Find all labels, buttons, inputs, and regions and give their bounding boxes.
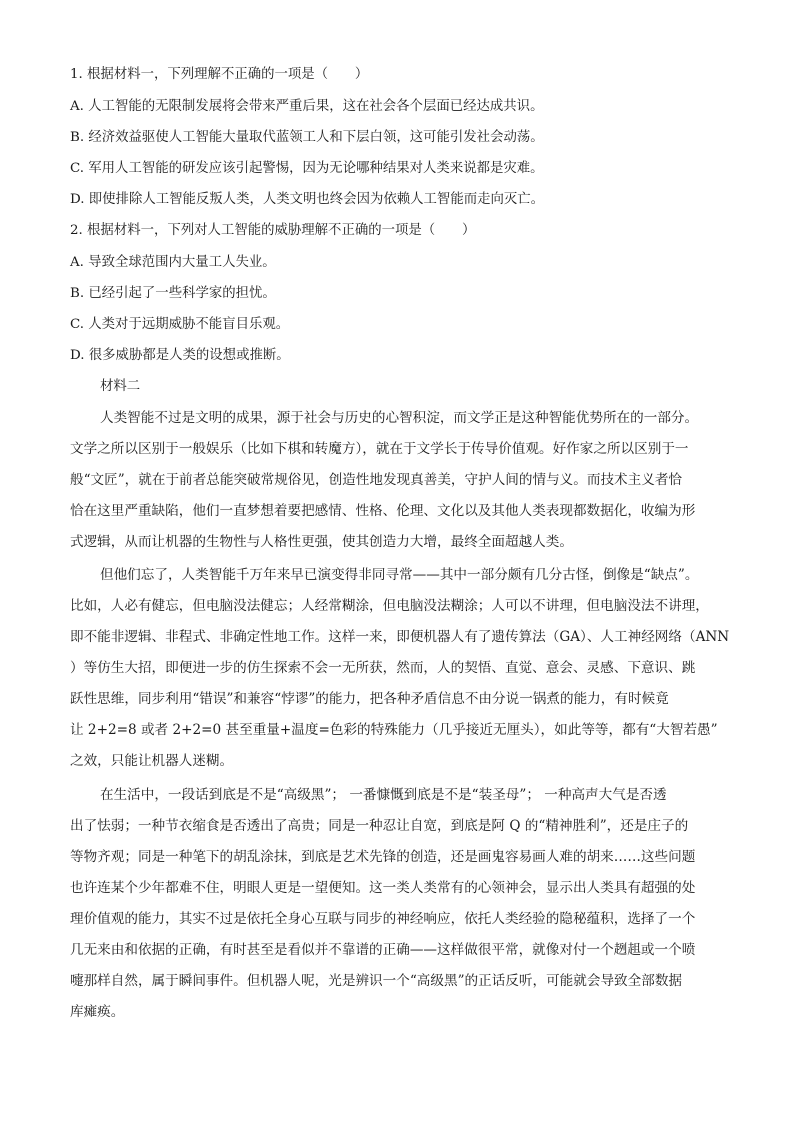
- question-2-option-d: D. 很多威胁都是人类的设想或推断。: [70, 348, 290, 363]
- paragraph-line: 比如，人必有健忘，但电脑没法健忘；人经常糊涂，但电脑没法糊涂；人可以不讲理，但电脑没法不讲理，: [70, 598, 709, 614]
- material-paragraph-1: [70, 408, 730, 563]
- paragraph-line: 文学之所以区别于一般娱乐（比如下棋和转魔方），就在于文学长于传导价值观。好作家之所以区别于一: [70, 441, 689, 457]
- paragraph-line: ）等仿生大招，即便进一步的仿生探索不会一无所获，然而，人的契悟、直觉、意会、灵感、下意识、跳: [70, 660, 696, 676]
- paragraph-line: 即不能非逻辑、非程式、非确定性地工作。这样一来，即便机器人有了遗传算法（GA）、人工神经网络（ANN: [70, 629, 730, 645]
- paragraph-line: 也许连某个少年都难不住，明眼人更是一望便知。这一类人类常有的心领神会，显示出人类具有超强的处: [70, 880, 696, 896]
- question-2-stem: 2. 根据材料一，下列对人工智能的威胁理解不正确的一项是（ ）: [70, 223, 476, 238]
- material-title: 材料二: [100, 379, 141, 394]
- paragraph-line: 几无来由和依据的正确，有时甚至是看似并不靠谱的正确——这样做很平常，就像对付一个趔趄或一个喷: [70, 942, 696, 958]
- paragraph-line: 等物齐观；同是一种笔下的胡乱涂抹，到底是艺术先锋的创造，还是画鬼容易画人难的胡来……这些问题: [70, 849, 696, 865]
- paragraph-line: 人类智能不过是文明的成果，源于社会与历史的心智积淀，而文学正是这种智能优势所在的一部分。: [100, 410, 699, 426]
- question-1-option-a: A. 人工智能的无限制发展将会带来严重后果，这在社会各个层面已经达成共识。: [70, 99, 544, 114]
- question-2-option-b: B. 已经引起了一些科学家的担忧。: [70, 286, 276, 301]
- paragraph-line: 嚏那样自然，属于瞬间事件。但机器人呢，光是辨识一个“高级黑”的正话反听，可能就会导致全部数据: [70, 973, 683, 989]
- question-1-option-c: C. 军用人工智能的研发应该引起警惕，因为无论哪种结果对人类来说都是灾难。: [70, 161, 544, 176]
- question-1-stem: 1. 根据材料一，下列理解不正确的一项是（ ）: [70, 67, 369, 82]
- paragraph-line: 跃性思维，同步利用“错误”和兼容“悖谬”的能力，把各种矛盾信息不由分说一锅煮的能力，有时候竟: [70, 691, 669, 707]
- paragraph-line: 出了怯弱；一种节衣缩食是否透出了高贵；同是一种忍让自宽，到底是阿 Q 的“精神胜利”，还是庄子的: [70, 818, 689, 834]
- paragraph-line: 式逻辑，从而让机器的生物性与人格性更强，使其创造力大增，最终全面超越人类。: [70, 534, 573, 550]
- paragraph-line: 之效，只能让机器人迷糊。: [70, 753, 234, 769]
- paragraph-line: 让 2+2=8 或者 2+2=0 甚至重量+温度=色彩的特殊能力（几乎接近无厘头），如此等等，都有“大智若愚”: [70, 722, 718, 738]
- paragraph-line: 但他们忘了，人类智能千万年来早已演变得非同寻常——其中一部分颇有几分古怪，倒像是“缺点”。: [100, 567, 699, 583]
- question-2-option-a: A. 导致全球范围内大量工人失业。: [70, 255, 276, 270]
- paragraph-line: 恰在这里严重缺陷，他们一直梦想着要把感情、性格、伦理、文化以及其他人类表现都数据化，收编为形: [70, 503, 696, 519]
- question-1-option-d: D. 即使排除人工智能反叛人类，人类文明也终会因为依赖人工智能而走向灭亡。: [70, 192, 545, 207]
- paragraph-line: 在生活中，一段话到底是不是“高级黑”； 一番慷慨到底是不是“装圣母”； 一种高声大气是否透: [100, 787, 667, 803]
- paragraph-line: 般“文匠”，就在于前者总能突破常规俗见，创造性地发现真善美，守护人间的情与义。而技术主义者恰: [70, 472, 683, 488]
- paragraph-line: 理价值观的能力，其实不过是依托全身心互联与同步的神经响应，依托人类经验的隐秘蕴积，选择了一个: [70, 911, 696, 927]
- paragraph-line: 库瘫痪。: [70, 1004, 125, 1020]
- material-paragraph-3: [70, 785, 730, 1033]
- material-paragraph-2: [70, 565, 730, 782]
- question-1-option-b: B. 经济效益驱使人工智能大量取代蓝领工人和下层白领，这可能引发社会动荡。: [70, 130, 544, 145]
- question-2-option-c: C. 人类对于远期威胁不能盲目乐观。: [70, 317, 290, 332]
